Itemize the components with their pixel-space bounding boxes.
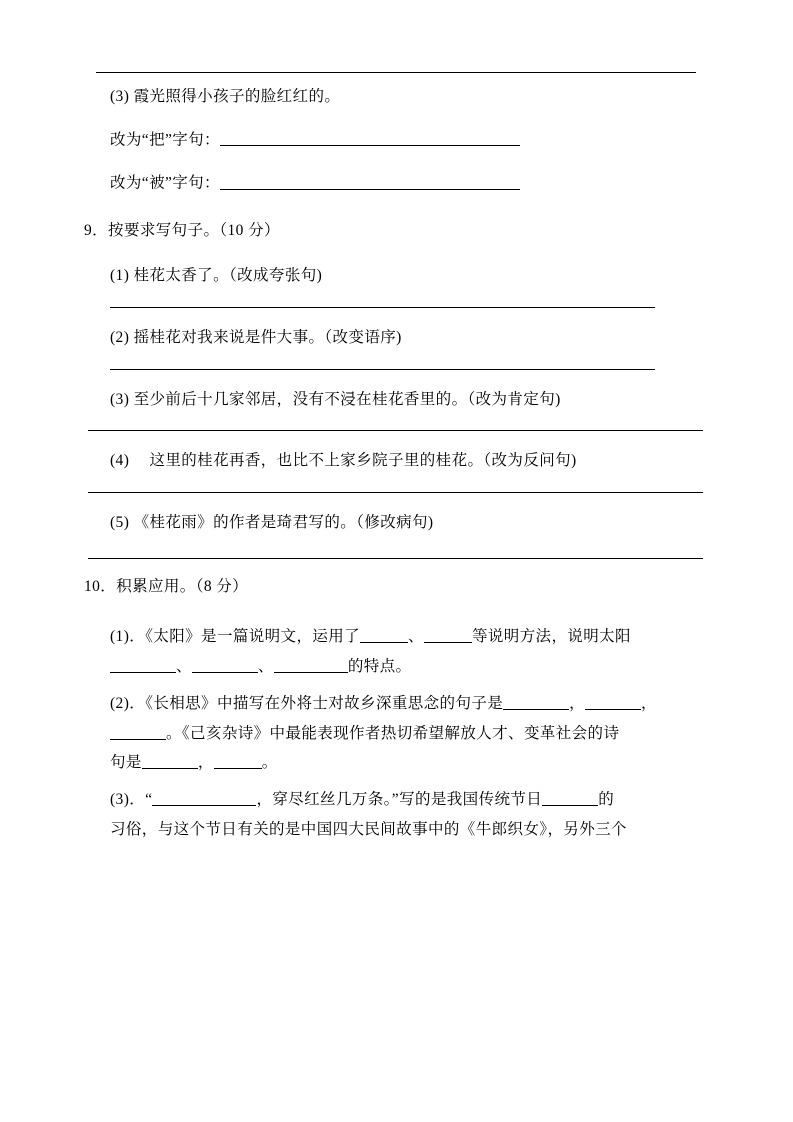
q8-sub-c-label: (3)	[110, 88, 130, 105]
q9-answer-line-2[interactable]	[110, 369, 655, 370]
q8-convert-ba-label: 改为“把”字句：	[110, 131, 220, 149]
q10-item-3-text-c: 习俗，与这个节日有关的是中国四大民间故事中的《牛郎织女》，另外三个	[110, 820, 627, 838]
q10-item-3-blank-2[interactable]	[542, 790, 598, 807]
q8-convert-bei-blank[interactable]	[220, 173, 520, 190]
q10-item-1-label: (1)．	[110, 628, 146, 646]
q9-answer-line-4[interactable]	[88, 492, 703, 493]
q9-answer-line-5[interactable]	[88, 558, 703, 559]
q8-sub-c	[88, 87, 708, 108]
q10-heading: 10．积累应用。（8 分）	[84, 578, 249, 596]
q9-answer-line-1[interactable]	[110, 307, 655, 308]
q10-item-1-text-a: 《太阳》是一篇说明文，运用了	[145, 628, 361, 646]
q10-item-1-blank-2[interactable]	[424, 627, 472, 644]
q9-heading: 9．按要求写句子。（10 分）	[84, 221, 280, 239]
q9-item-4	[88, 451, 708, 472]
q9-item-5-text: 《桂花雨》的作者是琦君写的。（修改病句)	[133, 514, 434, 532]
q10-item-2-text-f: ，	[197, 753, 214, 771]
q9-item-1-text: 桂花太香了。（改成夸张句)	[133, 266, 323, 284]
q10-item-1	[88, 622, 708, 681]
q9-item-4-text: 这里的桂花再香，也比不上家乡院子里的桂花。（改为反问句)	[133, 452, 577, 470]
q10-item-2-blank-2[interactable]	[585, 694, 641, 711]
q8-convert-ba-blank[interactable]	[220, 130, 520, 147]
q10-item-3-label: (3)．“	[110, 791, 153, 809]
q9-item-2	[88, 328, 708, 349]
q9-item-5	[88, 513, 708, 534]
q10-item-1-blank-5[interactable]	[274, 656, 348, 673]
q9-item-1	[88, 266, 708, 287]
q10-item-2-text-g: 。	[261, 753, 278, 771]
q9-item-5-label: (5)	[110, 514, 130, 532]
q10-item-1-text-e: 、	[257, 657, 274, 675]
q10-item-2-label: (2)．	[110, 695, 146, 713]
q10-item-2-text-e: 句是	[110, 753, 142, 771]
q9-item-3-text: 至少前后十几家邻居，没有不浸在桂花香里的。（改为肯定句)	[133, 390, 561, 408]
q8-convert-ba-row	[88, 130, 708, 151]
q10-item-2-blank-3[interactable]	[110, 723, 166, 740]
q10-item-1-text-c: 等说明方法，说明太阳	[471, 628, 631, 646]
q9-item-1-label: (1)	[110, 266, 130, 284]
page-content	[84, 72, 708, 844]
q9-item-3-label: (3)	[110, 390, 130, 408]
q10-item-2-text-a: 《长相思》中描写在外将士对故乡深重思念的句子是	[145, 695, 504, 713]
q10-item-3	[88, 785, 708, 844]
q10-item-3-blank-1[interactable]	[152, 790, 256, 807]
q10-item-2-blank-1[interactable]	[503, 694, 569, 711]
q9-item-2-label: (2)	[110, 328, 130, 346]
q10-item-2-text-d: 。《己亥杂诗》中最能表现作者热切希望解放人才、变革社会的诗	[166, 724, 620, 742]
q10-item-1-blank-4[interactable]	[192, 656, 258, 673]
q8-sub-c-text: 霞光照得小孩子的脸红红的。	[133, 88, 341, 105]
q10-item-2-text-c: ，	[641, 695, 657, 713]
q9-answer-line-3[interactable]	[88, 430, 703, 431]
q8-convert-bei-row	[88, 173, 708, 194]
q10-item-1-blank-1[interactable]	[360, 627, 408, 644]
q9-item-4-label: (4)	[110, 452, 130, 470]
q10-item-3-text-b: 的	[598, 791, 615, 809]
q10-item-2-blank-5[interactable]	[214, 752, 262, 769]
q10-item-1-text-b: 、	[408, 628, 424, 646]
answer-line-top	[96, 72, 696, 73]
q10-item-2	[88, 689, 708, 777]
q10-item-3-text-a: ，穿尽红丝几万条。”写的是我国传统节日	[256, 791, 543, 809]
q10-item-2-blank-4[interactable]	[142, 752, 198, 769]
q9-item-2-text: 摇桂花对我来说是件大事。（改变语序)	[133, 328, 402, 346]
q8-convert-bei-label: 改为“被”字句：	[110, 174, 220, 192]
q10-item-1-text-d: 、	[176, 657, 192, 675]
q10-item-1-blank-3[interactable]	[110, 656, 176, 673]
q9-item-3	[88, 390, 708, 411]
q10-item-2-text-b: ，	[569, 695, 586, 713]
q10-item-1-text-f: 的特点。	[347, 657, 412, 675]
